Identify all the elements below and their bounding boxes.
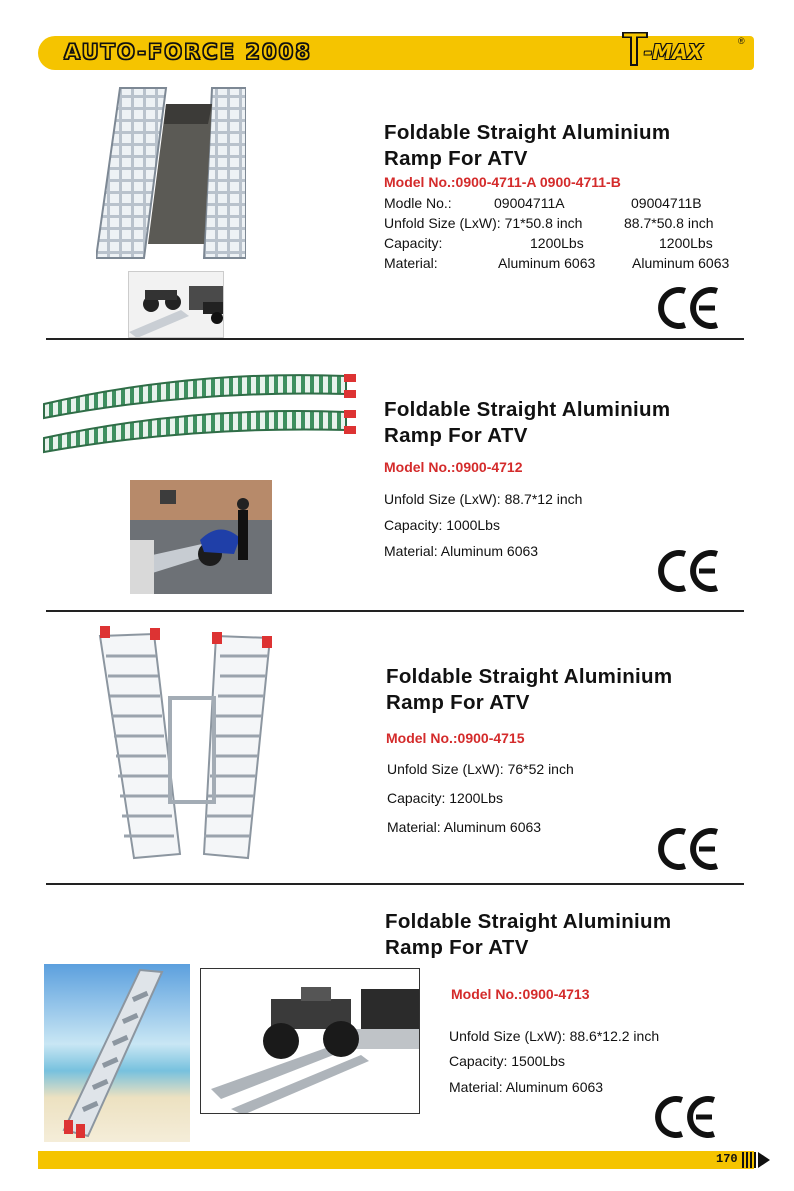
product-4-spec-capacity: Capacity: 1500Lbs [449, 1053, 565, 1069]
page-number: 170 [716, 1152, 738, 1166]
header-title: AUTO-FORCE 2008 [64, 40, 312, 64]
product-1-atv-loading-photo [128, 271, 224, 338]
product-1-row-model-a: 09004711A [494, 195, 565, 211]
ce-mark-icon [655, 548, 721, 594]
product-2-title [384, 397, 670, 449]
product-1-row-capacity-b: 1200Lbs [659, 235, 713, 251]
product-3-title-line1: Foldable Straight Aluminium [386, 665, 673, 688]
product-1-model-number: Model No.:0900-4711-A 0900-4711-B [384, 174, 621, 190]
product-1-ramp-photo [96, 84, 246, 262]
ce-mark-icon [652, 1094, 718, 1140]
product-1-row-capacity-a: 1200Lbs [530, 235, 584, 251]
tmax-logo [620, 26, 748, 70]
product-3-title-line2: Ramp For ATV [386, 691, 530, 714]
footer-bar [38, 1151, 754, 1169]
product-1-row-model-label: Modle No.: [384, 195, 452, 211]
product-3-model-number: Model No.:0900-4715 [386, 730, 525, 746]
page-arrow-icon [742, 1152, 770, 1168]
product-2-title-line1: Foldable Straight Aluminium [384, 398, 671, 421]
product-1-title [384, 120, 670, 172]
product-2-model-number: Model No.:0900-4712 [384, 459, 523, 475]
product-4-beach-ramp-photo [44, 964, 190, 1142]
ce-mark-icon [655, 826, 721, 872]
product-2-ramp-photo [40, 368, 358, 460]
product-1-row-size-b: 88.7*50.8 inch [624, 215, 714, 231]
product-4-model-number: Model No.:0900-4713 [451, 986, 590, 1002]
product-1-row-material-label: Material: [384, 255, 438, 271]
product-4-title-line1: Foldable Straight Aluminium [385, 910, 672, 933]
product-2-title-line2: Ramp For ATV [384, 424, 528, 447]
product-1-row-size-a: Unfold Size (LxW): 71*50.8 inch [384, 215, 583, 231]
registered-mark: ® [738, 36, 745, 46]
product-1-row-material-b: Aluminum 6063 [632, 255, 730, 271]
product-2-spec-capacity: Capacity: 1000Lbs [384, 517, 500, 533]
product-4-atv-truck-loading-photo [200, 968, 420, 1114]
product-1-title-line1: Foldable Straight Aluminium [384, 121, 671, 144]
product-2-spec-size: Unfold Size (LxW): 88.7*12 inch [384, 491, 583, 507]
product-3-spec-capacity: Capacity: 1200Lbs [387, 790, 503, 806]
product-3-spec-size: Unfold Size (LxW): 76*52 inch [387, 761, 574, 777]
product-2-spec-material: Material: Aluminum 6063 [384, 543, 539, 559]
product-4-title [385, 909, 671, 961]
ce-mark-icon [655, 285, 721, 331]
product-3-ramp-photo [94, 622, 286, 860]
product-3-spec-material: Material: Aluminum 6063 [387, 819, 542, 835]
product-3-title [386, 664, 672, 716]
logo-text: -MAX [644, 40, 704, 64]
section-divider-3 [46, 883, 744, 885]
product-1-row-material-a: Aluminum 6063 [498, 255, 596, 271]
product-1-title-line2: Ramp For ATV [384, 147, 528, 170]
section-divider-2 [46, 610, 744, 612]
product-4-title-line2: Ramp For ATV [385, 936, 529, 959]
product-1-row-capacity-label: Capacity: [384, 235, 443, 251]
product-4-spec-material: Material: Aluminum 6063 [449, 1079, 604, 1095]
product-2-motorcycle-loading-photo [130, 480, 272, 594]
product-1-row-model-b: 09004711B [631, 195, 702, 211]
product-4-spec-size: Unfold Size (LxW): 88.6*12.2 inch [449, 1028, 660, 1044]
section-divider-1 [46, 338, 744, 340]
